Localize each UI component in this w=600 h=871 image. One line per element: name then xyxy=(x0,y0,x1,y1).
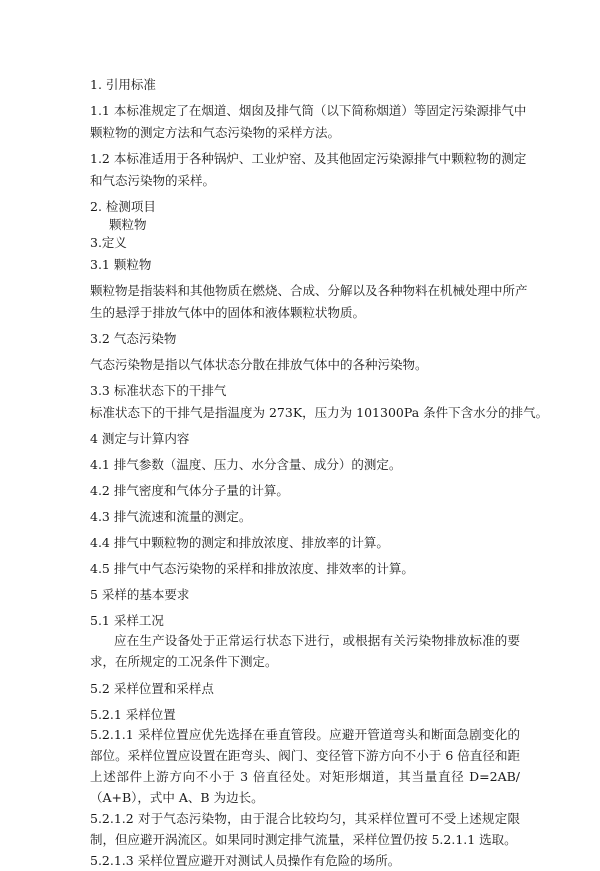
clause-5-2-1-1: 5.2.1.1 采样位置应优先选择在垂直管段。应避开管道弯头和断面急剧变化的部位。采样位置应设置在距弯头、阀门、变径管下游方向不小于 6 倍直径和距上述部件上游方向不小于 3 倍直径处。对矩形烟道，其当量直径 D=2AB/（A+B），式中 A、B 为边长。 xyxy=(90,727,520,805)
detection-item: 颗粒物 xyxy=(109,217,147,232)
clause-4-5: 4.5 排气中气态污染物的采样和排放浓度、排效率的计算。 xyxy=(90,561,414,576)
clause-5-1-heading: 5.1 采样工况 xyxy=(90,613,164,628)
clause-4-4: 4.4 排气中颗粒物的测定和排放浓度、排放率的计算。 xyxy=(90,535,389,550)
clause-3-1-heading: 3.1 颗粒物 xyxy=(90,257,152,272)
clause-5-1-text: 应在生产设备处于正常运行状态下进行，或根据有关污染物排放标准的要求，在所规定的工况条件下测定。 xyxy=(90,633,520,669)
clause-5-2-1-heading: 5.2.1 采样位置 xyxy=(90,707,176,722)
clause-3-1-line-1: 颗粒物是指装料和其他物质在燃烧、合成、分解以及各种物料在机械处理中所产 xyxy=(90,283,528,298)
section-3-heading: 3.定义 xyxy=(90,235,127,250)
clause-5-2-1-3: 5.2.1.3 采样位置应避开对测试人员操作有危险的场所。 xyxy=(90,853,401,868)
clause-4-2: 4.2 排气密度和气体分子量的计算。 xyxy=(90,483,289,498)
clause-3-3-heading: 3.3 标准状态下的干排气 xyxy=(90,383,227,398)
section-1-heading: 1. 引用标准 xyxy=(90,77,156,92)
section-2-heading: 2. 检测项目 xyxy=(90,199,156,214)
clause-1-2-line-1: 1.2 本标准适用于各种锅炉、工业炉窑、及其他固定污染源排气中颗粒物的测定 xyxy=(90,151,527,166)
clause-5-2-1-2: 5.2.1.2 对于气态污染物，由于混合比较均匀，其采样位置可不受上述规定限制，但应避开涡流区。如果同时测定排气流量，采样位置仍按 5.2.1.1 选取。 xyxy=(90,811,520,847)
clause-1-1-line-2: 颗粒物的测定方法和气态污染物的采样方法。 xyxy=(90,125,341,140)
clause-3-2-text: 气态污染物是指以气体状态分散在排放气体中的各种污染物。 xyxy=(90,357,428,372)
clause-4-3: 4.3 排气流速和流量的测定。 xyxy=(90,509,252,524)
clause-1-2-line-2: 和气态污染物的采样。 xyxy=(90,173,216,188)
clause-3-3-text: 标准状态下的干排气是指温度为 273K，压力为 101300Pa 条件下含水分的排气。 xyxy=(90,405,549,420)
clause-1-1-line-1: 1.1 本标准规定了在烟道、烟囱及排气筒（以下简称烟道）等固定污染源排气中 xyxy=(90,103,527,118)
clause-4-1: 4.1 排气参数（温度、压力、水分含量、成分）的测定。 xyxy=(90,457,402,472)
clause-3-1-line-2: 生的悬浮于排放气体中的固体和液体颗粒状物质。 xyxy=(90,305,366,320)
clause-5-2-heading: 5.2 采样位置和采样点 xyxy=(90,681,214,696)
clause-3-2-heading: 3.2 气态污染物 xyxy=(90,331,177,346)
section-4-heading: 4 测定与计算内容 xyxy=(90,431,190,446)
section-5-heading: 5 采样的基本要求 xyxy=(90,587,190,602)
document-page xyxy=(90,76,549,871)
